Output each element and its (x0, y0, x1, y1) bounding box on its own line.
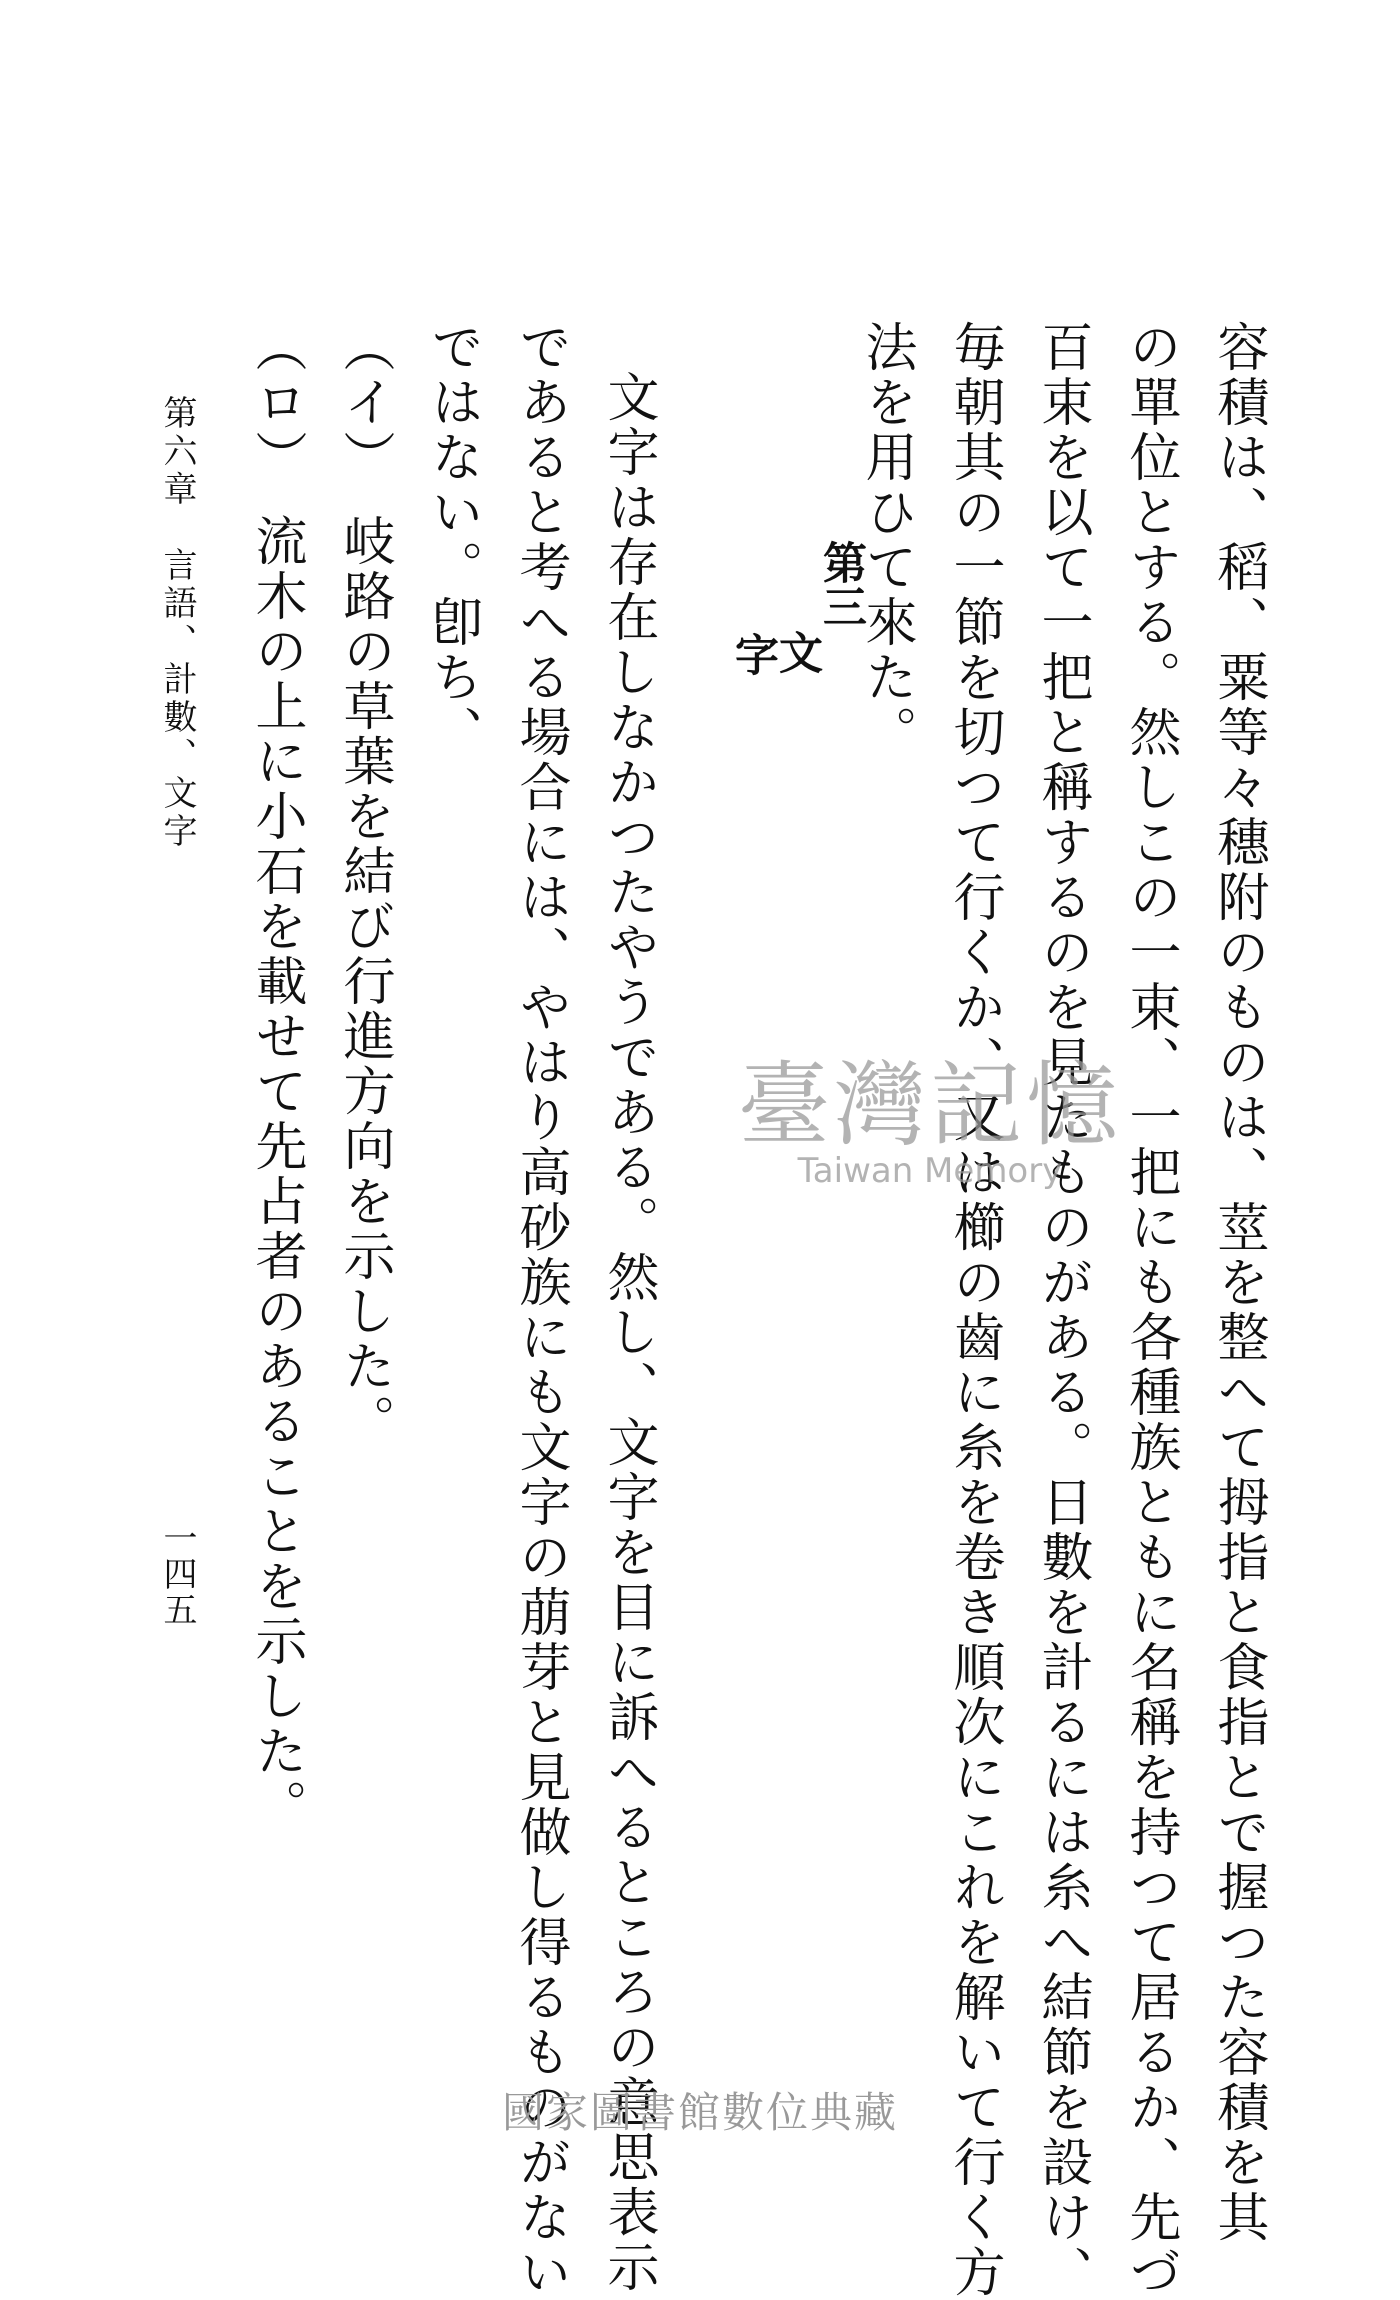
text-column: の單位とする。然しこの一束、一把にも各種族ともに名稱を持つて居るか、先づ (1120, 320, 1180, 2300)
watermark-subtext: Taiwan Memory (797, 1151, 1063, 1191)
page-number: 一四五 (157, 1520, 197, 1628)
section-title-char: 文 (771, 630, 822, 674)
text-column: 毎朝其の一節を切つて行くか、又は櫛の齒に糸を卷き順次にこれを解いて行く方 (944, 320, 1004, 2300)
section-number: 第三 (815, 540, 866, 628)
footer-credit: 國家圖書館數位典藏 (501, 2088, 898, 2137)
text-column: 法を用ひて來た。 (856, 320, 916, 760)
list-item: （イ） 岐路の草葉を結び行進方向を示した。 (334, 320, 394, 1449)
text-column: 文字は存在しなかつたやうである。然し、文字を目に訴へるところの意思表示 (598, 370, 658, 2295)
text-column: 百束を以て一把と稱するのを見たものがある。日數を計るには糸へ結節を設け、 (1032, 320, 1092, 2300)
text-column: 容積は、稻、粟等々穗附のものは、莖を整へて拇指と食指とで握つた容積を其 (1208, 320, 1268, 2245)
text-column: ではない。卽ち、 (422, 320, 482, 760)
watermark-text: 臺灣記憶 (737, 1052, 1122, 1159)
text-column: であると考へる場合には、やはり高砂族にも文字の萠芽と見做し得るものがない (510, 320, 570, 2300)
running-head: 第六章 言語、計數、文字 (157, 395, 197, 851)
watermark-logo (690, 1052, 1170, 1240)
list-item: （ロ） 流木の上に小石を載せて先占者のあることを示した。 (246, 320, 306, 1834)
section-title-char: 字 (727, 632, 778, 676)
section-heading (727, 540, 866, 676)
